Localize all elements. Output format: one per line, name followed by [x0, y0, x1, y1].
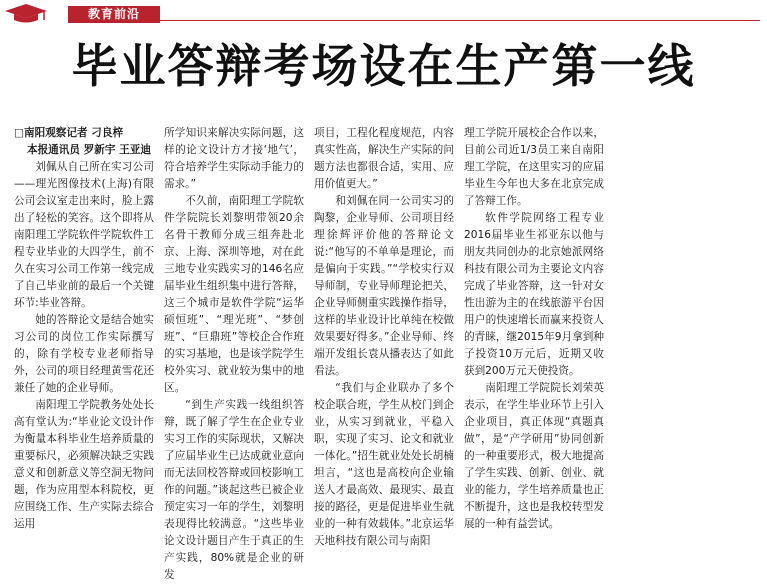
paragraph: 她的答辩论文是结合她实习公司的岗位工作实际撰写的，除有学校专业老师指导外，公司的项目经理黄雪花还兼任了她的企业导师。: [14, 314, 154, 394]
paragraph: 理工学院开展校企合作以来，目前公司近1/3员工来自南阳理工学院，在这里实习的应届毕业生今年也大多在北京完成了答辩工作。: [464, 127, 604, 207]
article-headline: 毕业答辩考场设在生产第一线: [71, 39, 696, 93]
paragraph: 软件学院网络工程专业2016届毕业生祁亚东以他与朋友共同创办的北京她派网络科技有限公司为主要论文内容完成了毕业答辩，这一针对女性出游为主的在线旅游平台因用户的快速增长而赢来投资人的青睐，继2015年9月拿到种子投资10万元后，近期又收获到200万元天使投资。: [464, 212, 604, 377]
paragraph: 南阳理工学院教务处处长高有堂认为:“毕业论文设计作为衡量本科毕业生培养质量的重要标尺，必须解决缺乏实践意义和创新意义等空洞无物问题，作为应用型本科院校，更应围绕工作、生产实际去综合运用: [14, 399, 154, 530]
paragraph: “我们与企业联办了多个校企联合班，学生从校门到企业，从实习到就业，平稳入职，实现了实习、论文和就业一体化。”招生就业处处长胡楠坦言，“这也是高校向企业输送人才最高效、最现实、最直接的路径，更是促进毕业生就业的一种有效载体。”北京运华天地科技有限公司与南阳: [314, 382, 454, 547]
section-divider: [160, 20, 760, 21]
paragraph: 所学知识来解决实际问题，这样的论文设计方才接‘地气’，符合培养学生实际动手能力的需求。”: [164, 127, 304, 190]
byline-reporter: □南阳观察记者 刁良梓: [14, 127, 124, 139]
section-header: [0, 0, 767, 26]
byline-correspondents: 本报通讯员 罗新宇 王亚迪: [27, 144, 151, 156]
paragraph: 项目，工程化程度规范，内容真实性高，解决生产实际的问题方法也都很合适，实用、应用价值更大。”: [314, 127, 454, 190]
article-column-3: [314, 125, 454, 547]
paragraph: 和刘佩在同一公司实习的陶黎，企业导师、公司项目经理徐辉评价他的答辩论文说:“他写的不单单是理论，而是偏向于实践。”“学校实行双导师制，专业导师理论把关，企业导师侧重实践操作指导，这样的毕业设计比单纯在校做效果要好得多。”企业导师、终端开发组长袁从播表达了如此看法。: [314, 195, 454, 377]
article-body: [14, 125, 764, 581]
paragraph: 不久前，南阳理工学院软件学院院长刘黎明带领20余名骨干教师分成三组奔赴北京、上海、深圳等地，对在此三地专业实践实习的146名应届毕业生组织集中进行答辩，这三个城市是软件学院“运华硕恒班”、“理光班”、“梦创班”、“巨鼎班”等校企合作班的实习基地，也是该学院学生校外实习、就业较为集中的地区。: [164, 195, 304, 394]
graduation-cap-icon: [4, 3, 48, 23]
article-column-1: [14, 125, 154, 530]
article-column-4: [464, 125, 604, 530]
article-column-2: [164, 125, 304, 581]
paragraph: 刘佩从自己所在实习公司——理光图像技术(上海)有限公司会议室走出来时，脸上露出了轻松的笑容。这个即将从南阳理工学院软件学院软件工程专业毕业的大四学生，前不久在实习公司工作第一线完成了自己毕业前的最后一个关键环节:毕业答辩。: [14, 161, 154, 309]
byline: [14, 125, 154, 159]
section-label: 教育前沿: [68, 6, 160, 23]
paragraph: 南阳理工学院院长刘荣英表示，在学生毕业环节上引入企业项目，真正体现“真题真做”，是“产学研用”协同创新的一种重要形式，极大地提高了学生实践、创新、创业、就业的能力，学生培养质量也正不断提升，这也是我校转型发展的一种有益尝试。: [464, 382, 604, 530]
paragraph: “到生产实践一线组织答辩，既了解了学生在企业专业实习工作的实际现状，又解决了应届毕业生已达成就业意向而无法回校答辩或回校影响工作的问题。”谈起这些已被企业预定实习一年的学生，刘黎明表现得比较满意。“这些毕业论文设计题目产生于真正的生产实践，80%就是企业的研发: [164, 399, 304, 581]
